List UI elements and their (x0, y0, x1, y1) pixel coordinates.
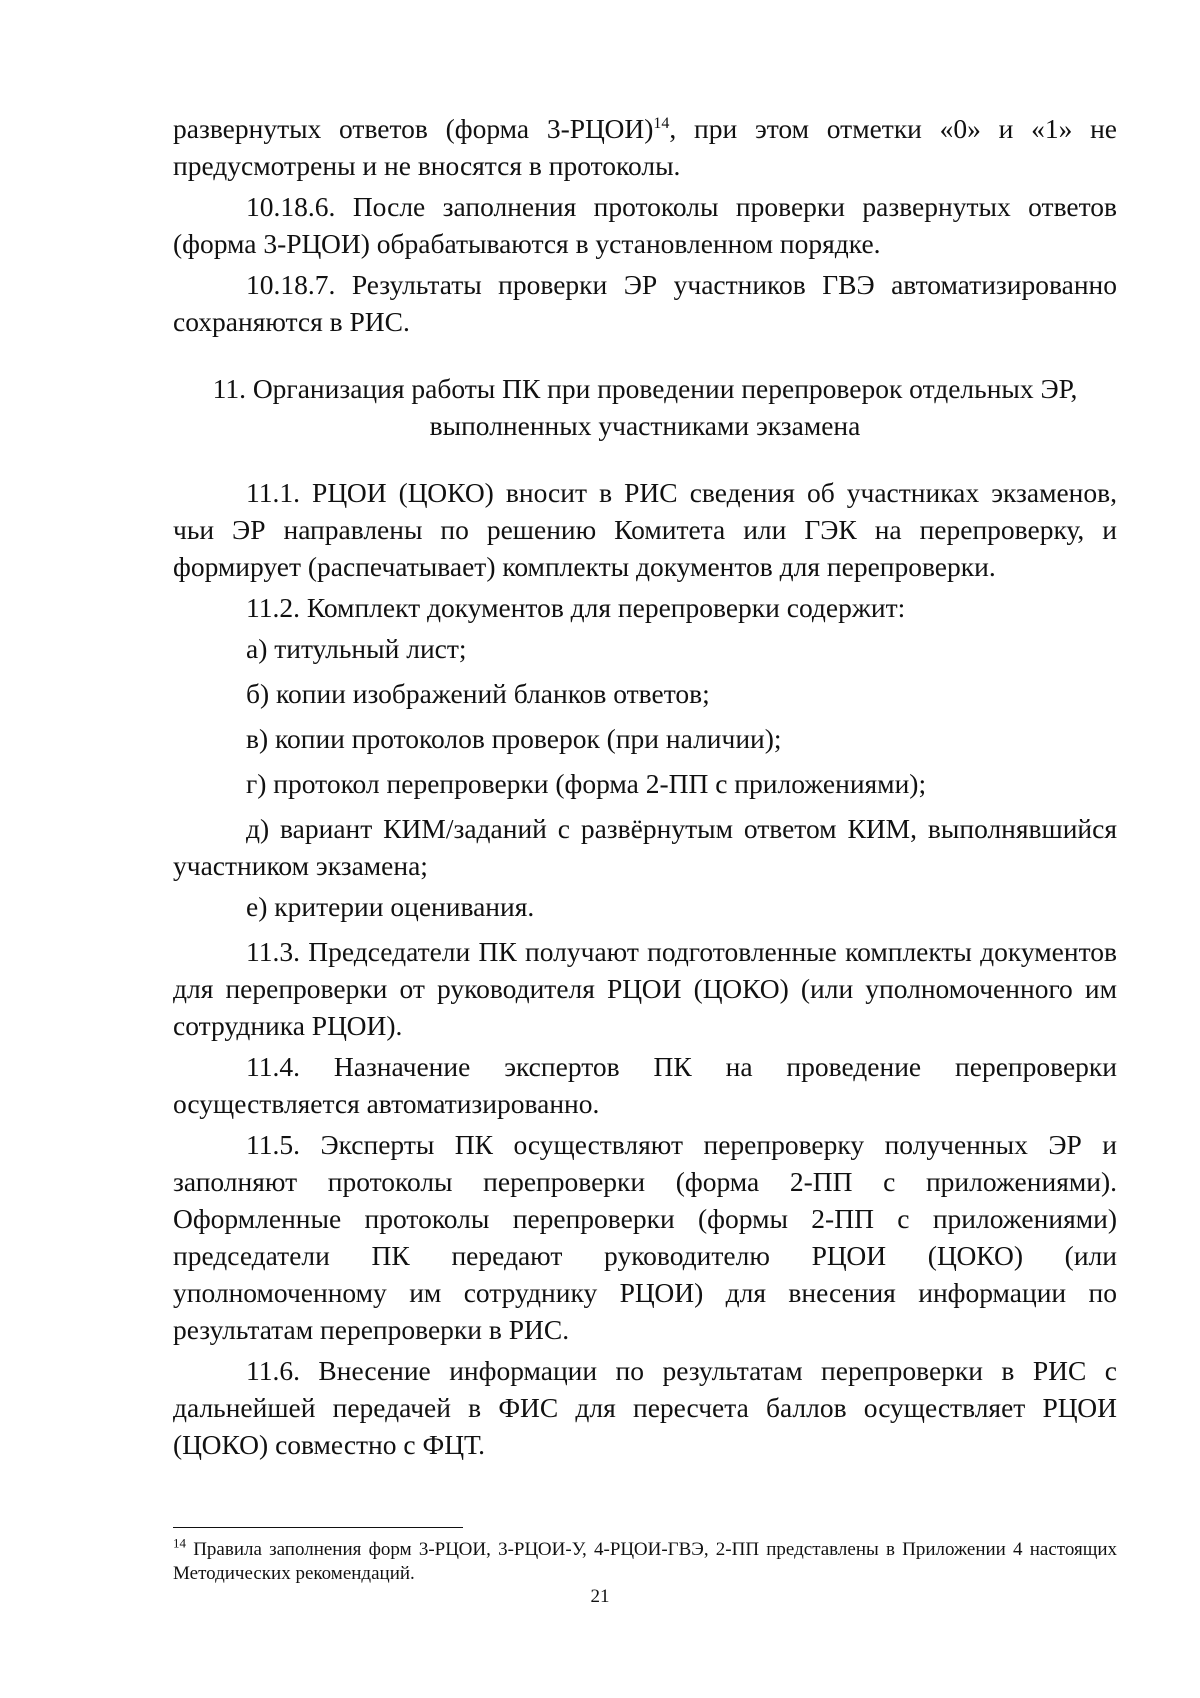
list-item-e: е) критерии оценивания. (246, 891, 535, 922)
footnote-separator (173, 1527, 463, 1528)
paragraph-11-1: 11.1. РЦОИ (ЦОКО) вносит в РИС сведения об участниках экзаменов, чьи ЭР направлены по решению Комитета или ГЭК на перепроверку, и формирует (распечатывает) комплекты документов для перепроверки. (173, 477, 1117, 582)
paragraph-continuation (173, 110, 1117, 184)
list-item-b: б) копии изображений бланков ответов; (246, 678, 710, 709)
paragraph-11-2: 11.2. Комплект документов для перепроверки содержит: (246, 592, 906, 623)
footnote (173, 1535, 1117, 1586)
paragraph-11-4: 11.4. Назначение экспертов ПК на проведение перепроверки осуществляется автоматизированно. (173, 1051, 1117, 1119)
list-item-g: г) протокол перепроверки (форма 2-ПП с приложениями); (246, 768, 927, 799)
footnote-text: Правила заполнения форм 3-РЦОИ, 3-РЦОИ-У, 4-РЦОИ-ГВЭ, 2-ПП представлены в Приложении 4 настоящих Методических рекомендаций. (173, 1539, 1117, 1584)
list-item-v: в) копии протоколов проверок (при наличии); (246, 723, 782, 754)
list-item-a: а) титульный лист; (246, 633, 467, 664)
heading-line-1: 11. Организация работы ПК при проведении перепроверок отдельных ЭР, (212, 373, 1078, 404)
paragraph-10-18-6: 10.18.6. После заполнения протоколы проверки развернутых ответов (форма 3-РЦОИ) обрабатываются в установленном порядке. (173, 191, 1117, 259)
paragraph-10-18-7: 10.18.7. Результаты проверки ЭР участников ГВЭ автоматизированно сохраняются в РИС. (173, 269, 1117, 337)
paragraph-11-6: 11.6. Внесение информации по результатам перепроверки в РИС с дальнейшей передачей в ФИС для пересчета баллов осуществляет РЦОИ (ЦОКО) совместно с ФЦТ. (173, 1355, 1117, 1460)
paragraph-11-3: 11.3. Председатели ПК получают подготовленные комплекты документов для перепроверки от руководителя РЦОИ (ЦОКО) (или уполномоченного им сотрудника РЦОИ). (173, 936, 1117, 1041)
list-item-d: д) вариант КИМ/заданий с развёрнутым ответом КИМ, выполнявшийся участником экзамена; (173, 813, 1117, 881)
section-heading-11 (173, 370, 1117, 444)
document-body (173, 110, 1117, 1467)
paragraph-text: развернутых ответов (форма 3-РЦОИ) (173, 113, 654, 144)
page-number: 21 (590, 1586, 610, 1607)
heading-line-2: выполненных участниками экзамена (429, 410, 861, 441)
footnote-reference[interactable]: 14 (653, 114, 670, 132)
paragraph-11-5: 11.5. Эксперты ПК осуществляют перепроверку полученных ЭР и заполняют протоколы перепроверки (форма 2-ПП с приложениями). Оформленные протоколы перепроверки (формы 2-ПП с приложениями) председатели ПК передают руководителю РЦОИ (ЦОКО) (или уполномоченному им сотруднику РЦОИ) для внесения информации по результатам перепроверки в РИС. (173, 1129, 1117, 1345)
footnote-marker: 14 (173, 1535, 186, 1551)
paragraph-text-rest: , при этом отметки «0» и «1» не предусмотрены и не вносятся в протоколы. (173, 113, 1117, 181)
